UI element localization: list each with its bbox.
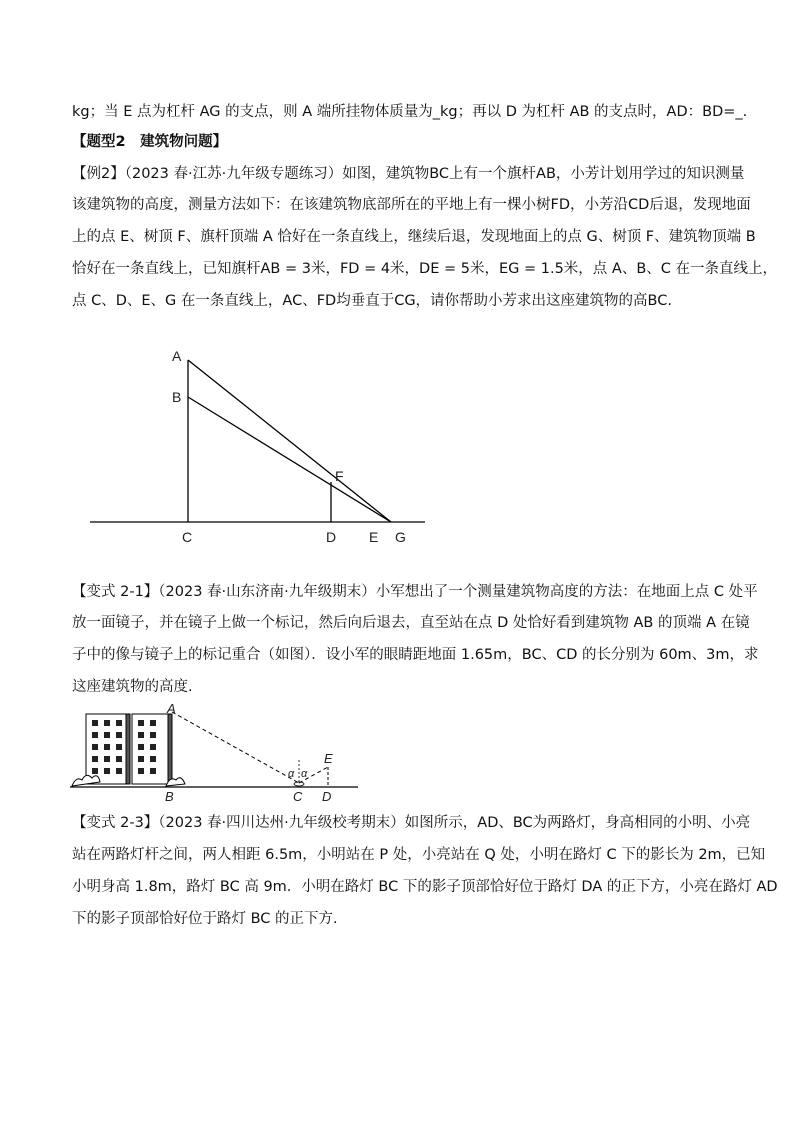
variant21-line: 【变式 2-1】（2023 春·山东济南·九年级期末）小军想出了一个测量建筑物高度的方法：在地面上点 C 处平 bbox=[72, 584, 758, 600]
example2-line: 上的点 E、树顶 F、旗杆顶端 A 恰好在一条直线上，继续后退，发现地面上的点 G、树顶 F、建筑物顶端 B bbox=[72, 229, 756, 245]
variant23-line: 站在两路灯杆之间，两人相距 6.5m，小明站在 P 处，小亮站在 Q 处，小明在路灯 C 下的影长为 2m，已知 bbox=[72, 847, 766, 863]
label-A: A bbox=[172, 348, 182, 364]
label-E: E bbox=[324, 751, 333, 766]
variant21-line: 放一面镜子，并在镜子上做一个标记，然后向后退去，直至站在点 D 处恰好看到建筑物 AB 的顶端 A 在镜 bbox=[72, 615, 750, 631]
label-B: B bbox=[172, 389, 182, 405]
label-B: B bbox=[165, 789, 174, 804]
variant23-line: 下的影子顶部恰好位于路灯 BC 的正下方. bbox=[72, 911, 338, 927]
example2-line: 【例2】（2023 春·江苏·九年级专题练习）如图，建筑物BC上有一个旗杆AB，小芳计划用学过的知识测量 bbox=[72, 166, 745, 182]
label-C: C bbox=[293, 789, 303, 804]
label-D: D bbox=[322, 789, 332, 804]
variant21-line: 子中的像与镜子上的标记重合（如图）．设小军的眼睛距地面 1.65m，BC、CD 的长分别为 60m、3m，求 bbox=[72, 647, 759, 663]
section-heading: 【题型2 建筑物问题】 bbox=[72, 134, 228, 150]
variant23-line: 【变式 2-3】（2023 春·四川达州·九年级校考期末）如图所示，AD、BC为两路灯，身高相同的小明、小亮 bbox=[72, 815, 751, 831]
intro-line: kg；当 E 点为杠杆 AG 的支点，则 A 端所挂物体质量为_kg；再以 D 为杠杆 AB 的支点时，AD：BD=_. bbox=[72, 104, 748, 120]
label-E: E bbox=[369, 529, 379, 545]
label-alpha-right: α bbox=[301, 768, 308, 780]
variant23-line: 小明身高 1.8m，路灯 BC 高 9m．小明在路灯 BC 下的影子顶部恰好位于路灯 DA 的正下方，小亮在路灯 AD bbox=[72, 879, 778, 895]
label-G: G bbox=[395, 529, 406, 545]
label-F: F bbox=[335, 468, 344, 484]
example2-line: 该建筑物的高度，测量方法如下：在该建筑物底部所在的平地上有一棵小树FD，小芳沿CD后退，发现地面 bbox=[72, 197, 751, 213]
example2-line: 点 C、D、E、G 在一条直线上，AC、FD均垂直于CG，请你帮助小芳求出这座建筑物的高BC. bbox=[72, 293, 672, 309]
variant21-line: 这座建筑物的高度. bbox=[72, 679, 193, 695]
label-C: C bbox=[182, 529, 193, 545]
incident-ray-AC bbox=[172, 712, 299, 783]
example2-line: 恰好在一条直线上，已知旗杆AB = 3米，FD = 4米，DE = 5米，EG = 1.5米，点 A、B、C 在一条直线上， bbox=[72, 261, 778, 277]
label-D: D bbox=[326, 529, 337, 545]
label-alpha-left: α bbox=[288, 768, 295, 780]
label-A: A bbox=[167, 701, 176, 716]
